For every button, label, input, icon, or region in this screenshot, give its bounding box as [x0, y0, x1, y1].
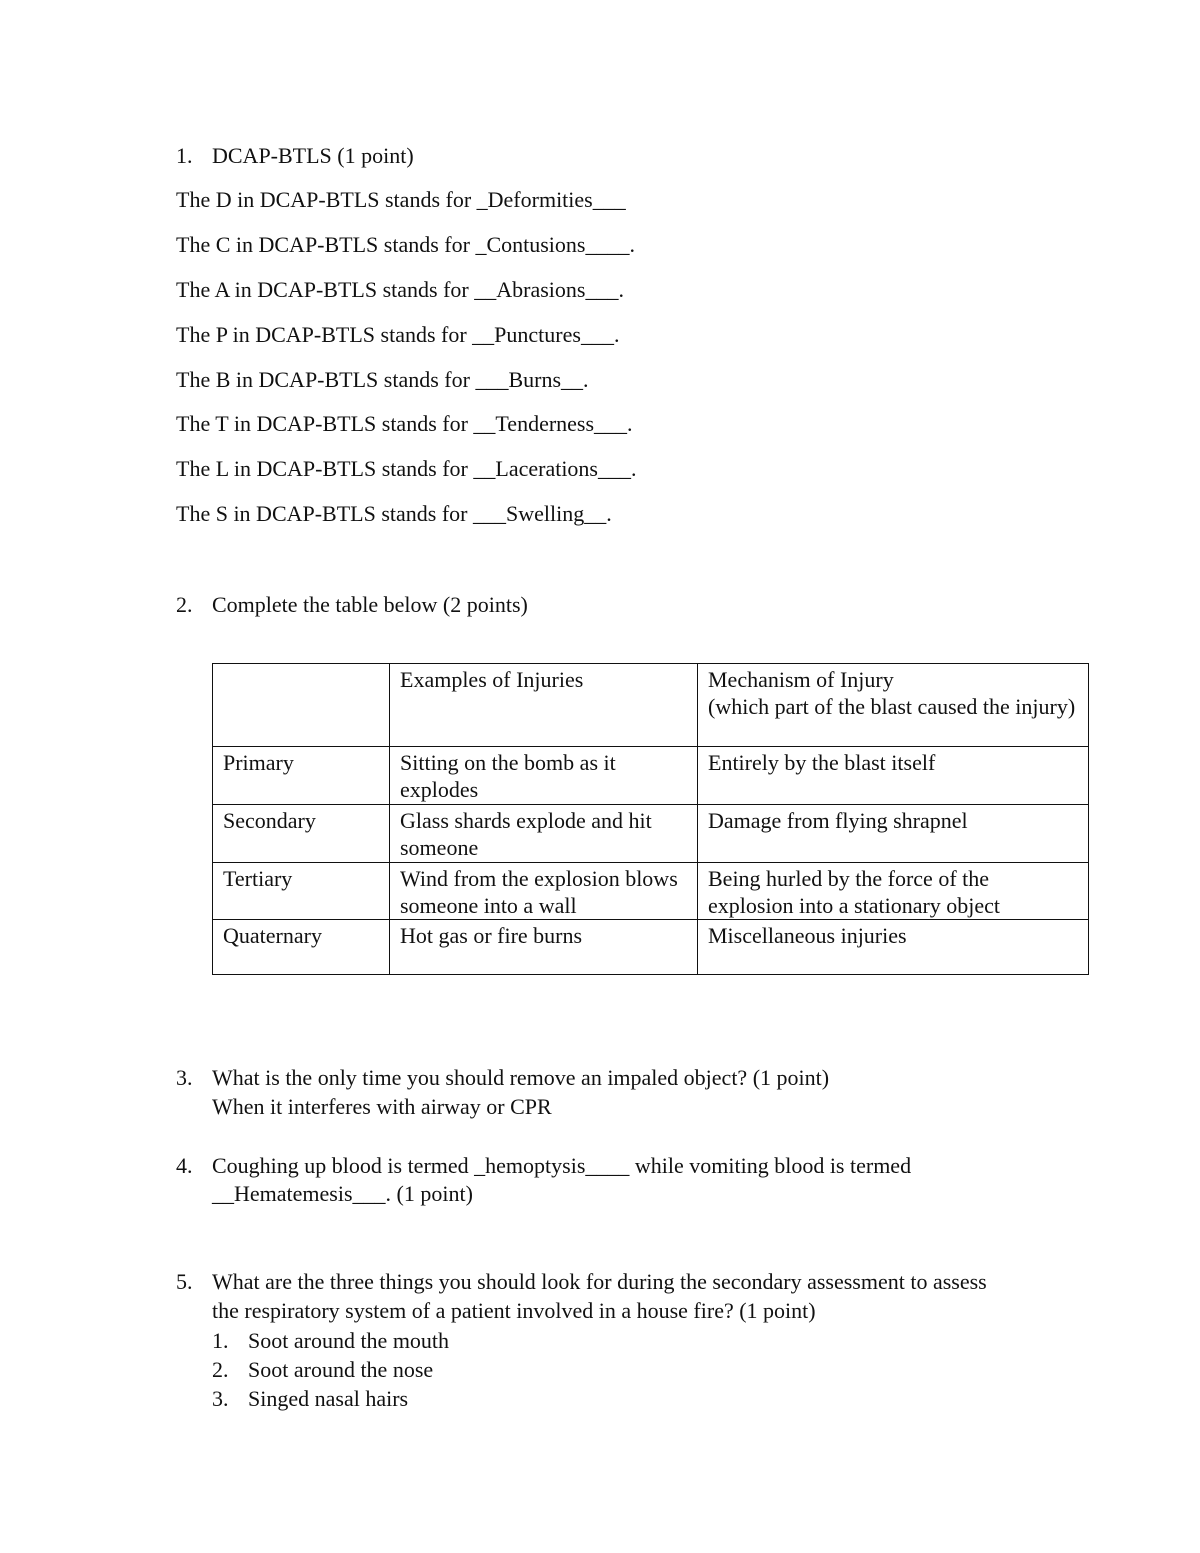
- blast-injury-table: [212, 663, 1089, 975]
- q1-line-c: The C in DCAP-BTLS stands for _Contusions____.: [176, 232, 635, 257]
- q5-answer-number: 3.: [212, 1386, 229, 1411]
- table-cell-mechanism: Damage from flying shrapnel: [698, 805, 1089, 863]
- table-header-cell: [213, 664, 390, 747]
- q5-answer-text: Soot around the nose: [248, 1357, 434, 1382]
- table-cell-example: Glass shards explode and hit someone: [390, 805, 698, 863]
- q5-answer-text: Soot around the mouth: [248, 1328, 450, 1353]
- table-cell-category: Primary: [213, 747, 390, 805]
- q5-line2: the respiratory system of a patient involved in a house fire? (1 point): [212, 1298, 816, 1323]
- q5-answer-text: Singed nasal hairs: [248, 1386, 409, 1411]
- q4-line2: __Hematemesis___. (1 point): [212, 1181, 473, 1206]
- table-row: [213, 863, 1089, 920]
- q1-heading: DCAP-BTLS (1 point): [212, 143, 414, 168]
- q1-number: 1.: [176, 143, 193, 168]
- q5-number: 5.: [176, 1269, 193, 1294]
- table-cell-example: Hot gas or fire burns: [390, 920, 698, 975]
- table-cell-mechanism: Miscellaneous injuries: [698, 920, 1089, 975]
- q4-line1: Coughing up blood is termed _hemoptysis____ while vomiting blood is termed: [212, 1153, 912, 1178]
- q1-line-s: The S in DCAP-BTLS stands for ___Swelling__.: [176, 501, 612, 526]
- q5-line1: What are the three things you should look for during the secondary assessment to assess: [212, 1269, 987, 1294]
- q3-answer: When it interferes with airway or CPR: [212, 1094, 552, 1119]
- table-cell-example: Sitting on the bomb as it explodes: [390, 747, 698, 805]
- q3-number: 3.: [176, 1065, 193, 1090]
- table-row: [213, 920, 1089, 975]
- table-row: [213, 805, 1089, 863]
- table-cell-example: Wind from the explosion blows someone into a wall: [390, 863, 698, 920]
- q2-heading: Complete the table below (2 points): [212, 592, 528, 617]
- q1-line-t: The T in DCAP-BTLS stands for __Tenderness___.: [176, 411, 633, 436]
- q1-line-p: The P in DCAP-BTLS stands for __Punctures___.: [176, 322, 620, 347]
- table-cell-mechanism: Being hurled by the force of the explosion into a stationary object: [698, 863, 1089, 920]
- q2-number: 2.: [176, 592, 193, 617]
- table-cell-category: Tertiary: [213, 863, 390, 920]
- q5-answer-number: 1.: [212, 1328, 229, 1353]
- table-cell-category: Secondary: [213, 805, 390, 863]
- table-header-cell: Mechanism of Injury (which part of the blast caused the injury): [698, 664, 1089, 747]
- q4-number: 4.: [176, 1153, 193, 1178]
- table-cell-mechanism: Entirely by the blast itself: [698, 747, 1089, 805]
- q5-answer-number: 2.: [212, 1357, 229, 1382]
- q1-line-d: The D in DCAP-BTLS stands for _Deformities___: [176, 187, 626, 212]
- table-header-row: [213, 664, 1089, 747]
- table-row: [213, 747, 1089, 805]
- table-cell-category: Quaternary: [213, 920, 390, 975]
- q1-line-b: The B in DCAP-BTLS stands for ___Burns__.: [176, 367, 589, 392]
- q1-line-l: The L in DCAP-BTLS stands for __Lacerations___.: [176, 456, 637, 481]
- q1-line-a: The A in DCAP-BTLS stands for __Abrasions___.: [176, 277, 624, 302]
- table-header-cell: Examples of Injuries: [390, 664, 698, 747]
- q3-question: What is the only time you should remove an impaled object? (1 point): [212, 1065, 830, 1090]
